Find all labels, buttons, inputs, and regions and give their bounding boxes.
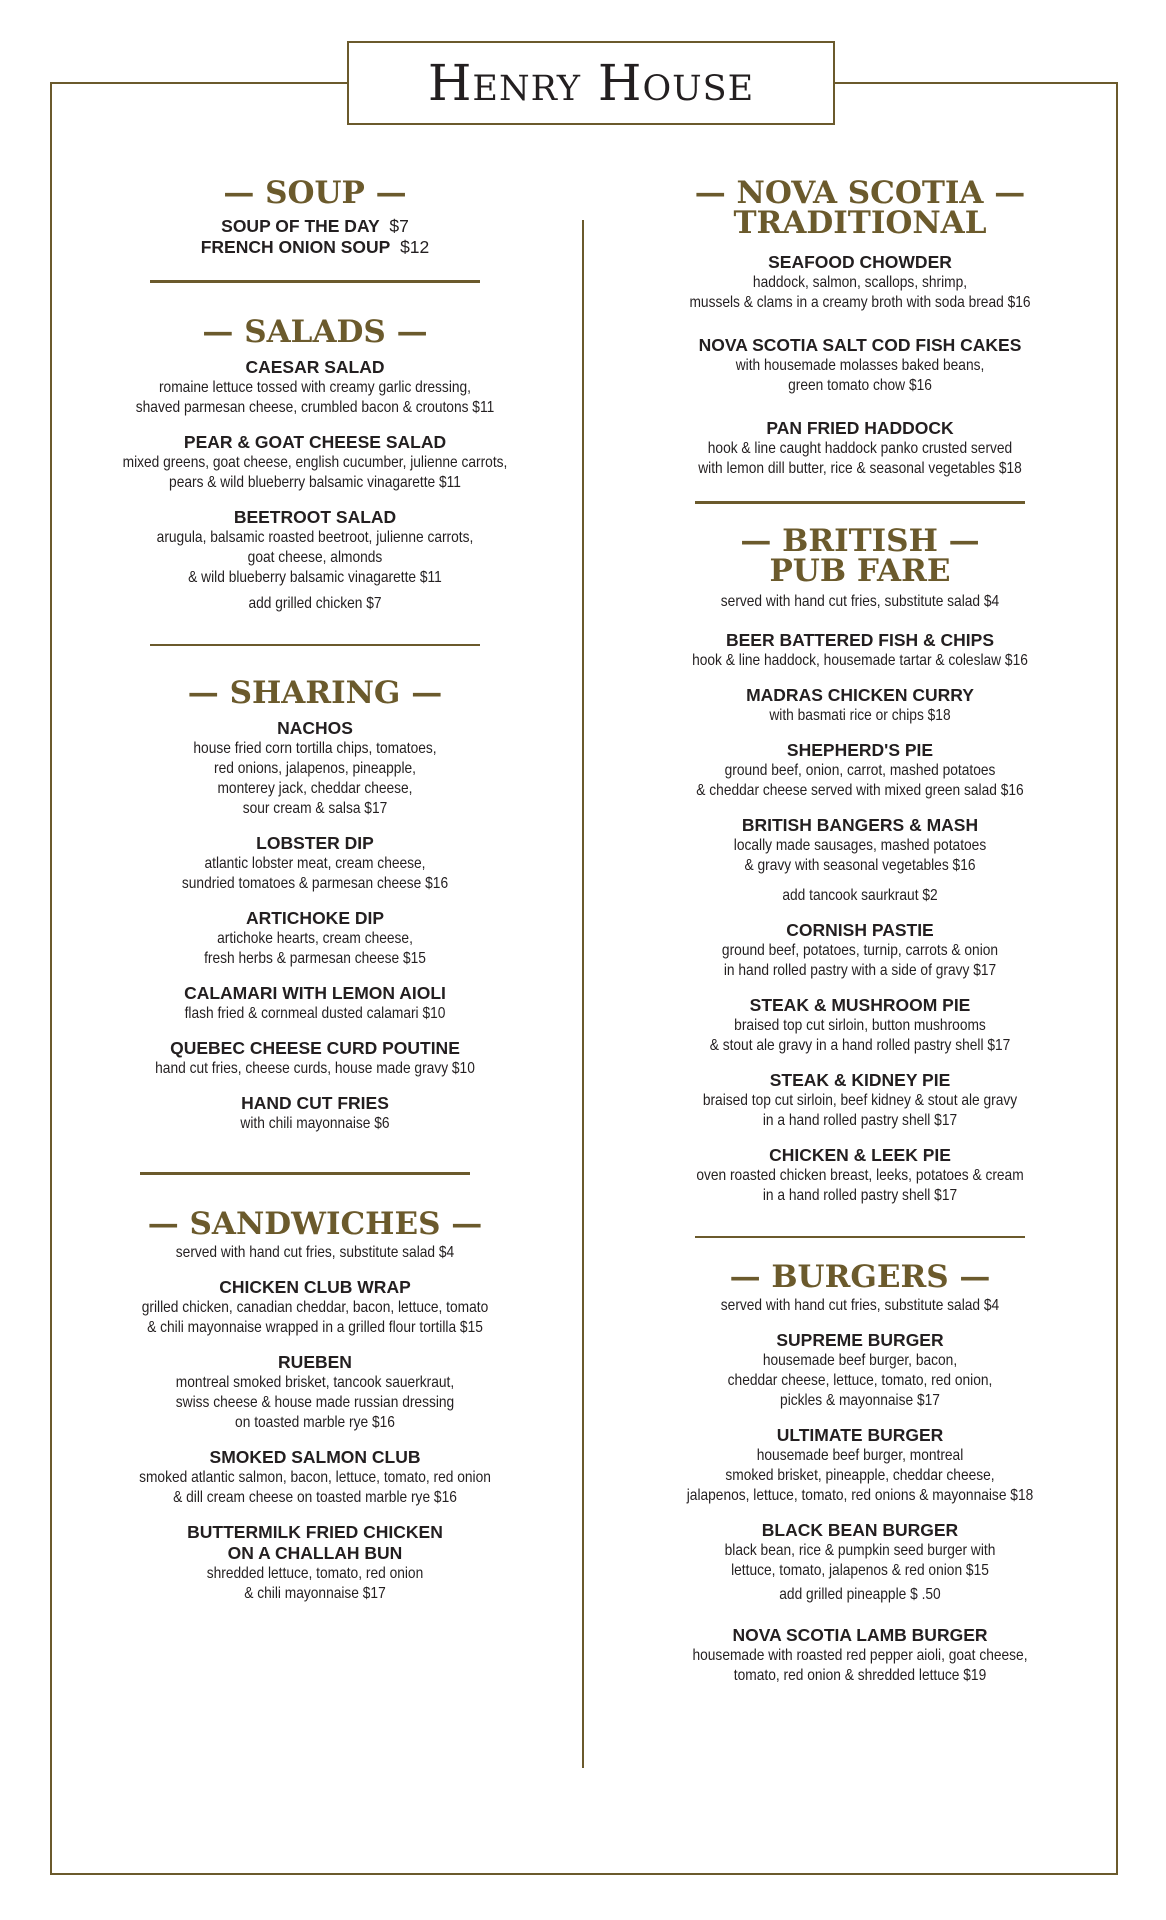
item-name: SMOKED SALMON CLUB [209,1446,421,1467]
item-desc: cheddar cheese, lettuce, tomato, red onion, [727,1372,993,1389]
section-rule [140,1172,470,1175]
item-price: $12 [400,237,430,257]
item-desc: & chili mayonnaise wrapped in a grilled flour tortilla $15 [147,1318,483,1336]
section-burgers [640,1259,1080,1686]
section-title-text: SANDWICHES [189,1205,441,1242]
item-desc: & stout ale gravy in a hand rolled pastry shell $17 [709,1036,1011,1054]
item-desc: in a hand rolled pastry shell $17 [762,1186,958,1204]
item-desc: shredded lettuce, tomato, red onion [206,1564,424,1582]
item-desc: ground beef, onion, carrot, mashed potatoes [724,761,996,779]
menu-item [90,1038,540,1079]
menu-item [640,685,1080,726]
item-desc: housemade beef burger, bacon, [762,1352,958,1369]
menu-item [640,1625,1080,1686]
item-desc: tomato, red onion & shredded lettuce $19 [733,1667,987,1684]
section-title-text: TRADITIONAL [733,205,987,241]
item-name: PEAR & GOAT CHEESE SALAD [183,431,447,452]
section-title-text: BURGERS [771,1259,949,1295]
item-desc: sour cream & salsa $17 [242,800,388,817]
menu-item [640,1425,1080,1506]
menu-item [640,1520,1080,1605]
item-desc: ground beef, potatoes, turnip, carrots & onion [721,941,999,959]
item-addon: add grilled chicken $7 [248,594,382,612]
section-title-text: BRITISH [782,522,938,559]
item-desc: green tomato chow $16 [788,377,932,394]
item-desc: smoked brisket, pineapple, cheddar cheese, [725,1467,995,1484]
item-name: NOVA SCOTIA SALT COD FISH CAKES [698,335,1022,355]
item-desc: goat cheese, almonds [247,548,383,566]
section-soup [90,175,540,258]
item-name: CHICKEN & LEEK PIE [769,1144,951,1165]
item-desc: swiss cheese & house made russian dressing [175,1393,455,1411]
item-name: SUPREME BURGER [776,1330,944,1350]
item-desc: house fried corn tortilla chips, tomatoes, [193,740,437,757]
item-name: CALAMARI WITH LEMON AIOLI [184,983,446,1003]
section-title: — BURGERS — [729,1259,991,1295]
item-name: NOVA SCOTIA LAMB BURGER [732,1625,988,1645]
section-rule [150,280,480,283]
menu-item [640,1330,1080,1411]
item-name: BEETROOT SALAD [233,506,397,527]
section-british-pub-fare [640,522,1080,1206]
menu-item [90,983,540,1024]
item-name: STEAK & MUSHROOM PIE [749,994,971,1015]
item-name: PAN FRIED HADDOCK [766,418,954,438]
item-name: STEAK & KIDNEY PIE [769,1069,951,1090]
item-desc: romaine lettuce tossed with creamy garlic dressing, [158,378,472,396]
item-name: CHICKEN CLUB WRAP [219,1276,411,1297]
item-desc: braised top cut sirloin, beef kidney & stout ale gravy [702,1091,1018,1109]
section-title: — SALADS — [202,313,428,350]
item-name: BUTTERMILK FRIED CHICKEN [187,1521,443,1542]
menu-item [90,432,540,493]
item-name: CAESAR SALAD [245,356,385,377]
item-name: SOUP OF THE DAY [221,216,380,236]
menu-item [90,357,540,418]
menu-item [90,908,540,969]
menu-item [90,507,540,614]
item-desc: housemade with roasted red pepper aioli, goat cheese, [692,1647,1028,1664]
item-desc: shaved parmesan cheese, crumbled bacon & croutons $11 [135,398,495,416]
menu-item [90,1522,540,1604]
menu-item [90,833,540,894]
item-desc: pears & wild blueberry balsamic vinagarette $11 [169,473,461,491]
item-desc: grilled chicken, canadian cheddar, bacon, lettuce, tomato [141,1298,489,1316]
section-title: — NOVA SCOTIA — TRADITIONAL [640,178,1080,238]
left-column [90,175,540,1604]
section-rule [695,1236,1025,1239]
item-name: HAND CUT FRIES [241,1093,389,1113]
item-desc: & cheddar cheese served with mixed green salad $16 [696,781,1024,799]
item-desc: pickles & mayonnaise $17 [780,1392,940,1409]
menu-item [90,237,540,258]
section-salads [90,313,540,614]
item-desc: braised top cut sirloin, button mushrooms [734,1016,986,1034]
section-rule [695,501,1025,504]
column-divider [582,220,584,1768]
menu-item [90,1352,540,1433]
item-price: $7 [389,216,409,236]
item-desc: lettuce, tomato, jalapenos & red onion $15 [731,1562,989,1579]
item-name: SHEPHERD'S PIE [786,739,934,760]
item-desc: atlantic lobster meat, cream cheese, [204,855,426,872]
item-desc: fresh herbs & parmesan cheese $15 [204,950,426,967]
item-desc: sundried tomatoes & parmesan cheese $16 [181,875,449,892]
item-desc: mussels & clams in a creamy broth with soda bread $16 [689,294,1031,311]
section-title-text: SHARING [229,675,401,711]
item-desc: on toasted marble rye $16 [235,1413,395,1431]
item-addon: add tancook saurkraut $2 [782,886,938,904]
menu-item [90,1093,540,1134]
item-desc: monterey jack, cheddar cheese, [217,780,413,797]
menu-item [90,216,540,237]
item-desc: with housemade molasses baked beans, [735,357,985,374]
item-desc: & gravy with seasonal vegetables $16 [744,856,976,874]
section-nova-scotia-traditional [640,175,1080,479]
section-title-text: SOUP [265,175,365,211]
item-name-line2: ON A CHALLAH BUN [227,1542,403,1563]
item-desc: arugula, balsamic roasted beetroot, julienne carrots, [156,528,474,546]
item-desc: in hand rolled pastry with a side of gravy $17 [723,961,997,979]
right-column [640,175,1080,1686]
item-desc: montreal smoked brisket, tancook sauerkraut, [175,1373,455,1391]
menu-item [640,920,1080,981]
section-note: served with hand cut fries, substitute salad $4 [720,592,1000,610]
menu-item [90,1277,540,1338]
item-name: NACHOS [277,718,353,738]
item-name: RUEBEN [278,1351,352,1372]
item-name: ULTIMATE BURGER [776,1425,944,1445]
menu-item [640,630,1080,671]
item-name: QUEBEC CHEESE CURD POUTINE [170,1038,460,1058]
item-name: ARTICHOKE DIP [245,908,385,928]
item-desc: with basmati rice or chips $18 [769,706,951,724]
restaurant-name: Henry House [427,54,755,112]
item-desc: & chili mayonnaise $17 [244,1584,386,1602]
section-title: — SHARING — [187,675,443,711]
section-title-text: NOVA SCOTIA [736,175,984,211]
item-desc: jalapenos, lettuce, tomato, red onions & mayonnaise $18 [686,1487,1034,1504]
item-desc: with chili mayonnaise $6 [240,1115,390,1132]
item-name: BRITISH BANGERS & MASH [741,814,979,835]
menu-item [640,418,1080,479]
item-desc: hook & line caught haddock panko crusted served [707,440,1013,457]
menu-item [640,1145,1080,1206]
section-note: served with hand cut fries, substitute salad $4 [720,1297,1000,1314]
item-desc: artichoke hearts, cream cheese, [217,930,413,947]
item-desc: locally made sausages, mashed potatoes [733,836,987,854]
item-name: FRENCH ONION SOUP [200,237,391,257]
section-title: — SANDWICHES — [147,1205,483,1242]
section-title: — SOUP — [223,175,407,211]
menu-item [90,1447,540,1508]
item-desc: with lemon dill butter, rice & seasonal vegetables $18 [698,460,1022,477]
menu-item [640,335,1080,396]
title-box [347,41,835,125]
item-desc: mixed greens, goat cheese, english cucumber, julienne carrots, [122,453,508,471]
item-desc: oven roasted chicken breast, leeks, potatoes & cream [696,1166,1024,1184]
item-name: BEER BATTERED FISH & CHIPS [725,629,995,650]
section-rule [150,644,480,647]
section-sandwiches [90,1205,540,1604]
item-desc: black bean, rice & pumpkin seed burger with [724,1542,996,1559]
section-note: served with hand cut fries, substitute salad $4 [175,1243,455,1261]
item-desc: haddock, salmon, scallops, shrimp, [752,274,968,291]
section-title-text: SALADS [244,313,386,350]
menu-item [90,718,540,819]
menu-item [640,815,1080,906]
menu-item [640,995,1080,1056]
item-desc: hook & line haddock, housemade tartar & coleslaw $16 [692,651,1028,669]
item-name: SEAFOOD CHOWDER [768,252,952,272]
item-addon: add grilled pineapple $ .50 [779,1586,941,1603]
item-desc: housemade beef burger, montreal [756,1447,964,1464]
item-desc: hand cut fries, cheese curds, house made gravy $10 [155,1060,475,1077]
item-desc: red onions, jalapenos, pineapple, [214,760,416,777]
item-desc: flash fried & cornmeal dusted calamari $10 [184,1005,446,1022]
section-sharing [90,675,540,1134]
item-desc: & wild blueberry balsamic vinagarette $11 [188,568,442,586]
item-desc: smoked atlantic salmon, bacon, lettuce, tomato, red onion [139,1468,491,1486]
menu-item [640,740,1080,801]
section-title: — BRITISH — PUB FARE [640,526,1080,586]
item-name: CORNISH PASTIE [786,919,934,940]
item-name: LOBSTER DIP [256,833,374,853]
menu-item [640,252,1080,313]
item-desc: in a hand rolled pastry shell $17 [762,1111,958,1129]
item-name: BLACK BEAN BURGER [761,1520,959,1540]
item-name: MADRAS CHICKEN CURRY [746,684,974,705]
menu-item [640,1070,1080,1131]
section-title-text: PUB FARE [769,552,951,589]
item-desc: & dill cream cheese on toasted marble rye $16 [173,1488,457,1506]
